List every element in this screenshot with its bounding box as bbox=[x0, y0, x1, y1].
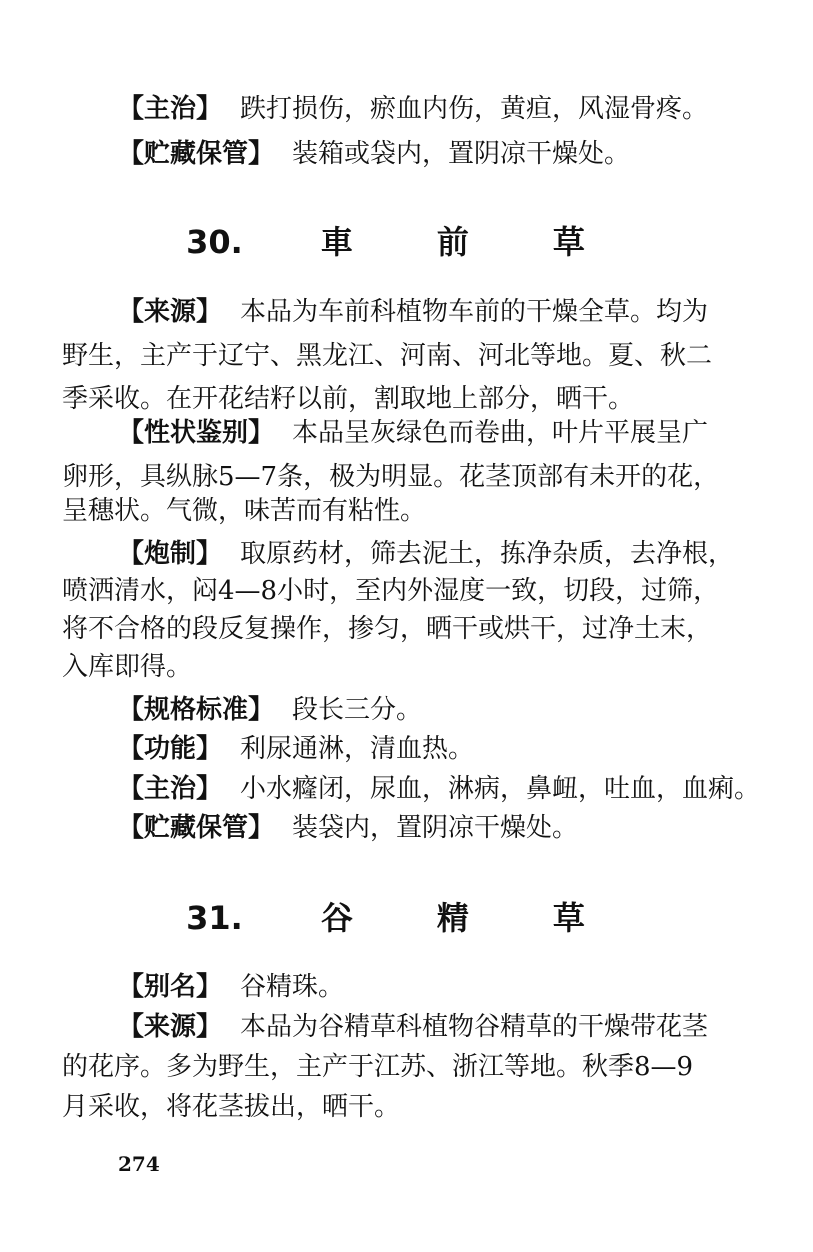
s30-number: 30. bbox=[186, 223, 243, 261]
s30-source-label: 【来源】 bbox=[118, 297, 223, 327]
s31-source-line-1 bbox=[118, 1010, 742, 1044]
s30-function bbox=[118, 732, 742, 766]
s31-alias bbox=[118, 970, 742, 1004]
s30-appearance-line-2: 卵形，具纵脉5—7条，极为明显。花茎顶部有未开的花， bbox=[62, 462, 720, 492]
s30-title bbox=[0, 222, 813, 262]
s31-source-label: 【来源】 bbox=[118, 1012, 223, 1042]
s29-storage-label: 【贮藏保管】 bbox=[118, 139, 275, 169]
s30-storage-text: 装袋内，置阴凉干燥处。 bbox=[292, 813, 579, 843]
s30-appearance-line-1 bbox=[118, 416, 742, 450]
s31-source-line-3: 月采收，将花茎拔出，晒干。 bbox=[62, 1092, 401, 1122]
s29-treatment-text: 跌打损伤，瘀血内伤，黄疸，风湿骨疼。 bbox=[240, 94, 709, 124]
s30-treatment bbox=[118, 772, 761, 806]
s30-treatment-text: 小水癃闭，尿血，淋病，鼻衄，吐血，血痢。 bbox=[240, 774, 761, 804]
s30-source-line-2: 野生，主产于辽宁、黑龙江、河南、河北等地。夏、秋二 bbox=[62, 341, 713, 371]
s30-appearance-text-1: 本品呈灰绿色而卷曲，叶片平展呈广 bbox=[292, 418, 709, 448]
s30-processing-line-1 bbox=[118, 537, 742, 571]
s30-char-3: 草 bbox=[552, 223, 585, 261]
s30-processing-label: 【炮制】 bbox=[118, 539, 223, 569]
s30-appearance-label: 【性状鉴别】 bbox=[118, 418, 275, 448]
s30-spec-text: 段长三分。 bbox=[292, 695, 423, 725]
s29-treatment bbox=[118, 92, 742, 126]
s30-source-line-3: 季采收。在开花结籽以前，割取地上部分，晒干。 bbox=[62, 384, 635, 414]
s30-treatment-label: 【主治】 bbox=[118, 774, 223, 804]
s30-processing-line-2: 喷洒清水，闷4—8小时，至内外湿度一致，切段，过筛， bbox=[62, 576, 720, 606]
s30-function-text: 利尿通淋，清血热。 bbox=[240, 734, 475, 764]
s30-storage bbox=[118, 811, 742, 845]
s30-processing-line-4: 入库即得。 bbox=[62, 652, 193, 682]
s31-char-1: 谷 bbox=[320, 899, 353, 937]
page-number: 274 bbox=[118, 1152, 160, 1176]
s31-source-line-2: 的花序。多为野生，主产于江苏、浙江等地。秋季8—9 bbox=[62, 1052, 694, 1082]
s30-storage-label: 【贮藏保管】 bbox=[118, 813, 275, 843]
s30-appearance-line-3: 呈穗状。气微，味苦而有粘性。 bbox=[62, 496, 427, 526]
s30-spec-label: 【规格标准】 bbox=[118, 695, 275, 725]
s29-storage-text: 装箱或袋内，置阴凉干燥处。 bbox=[292, 139, 631, 169]
s31-char-3: 草 bbox=[552, 899, 585, 937]
s31-title bbox=[0, 898, 813, 938]
s30-spec bbox=[118, 693, 742, 727]
s31-alias-label: 【别名】 bbox=[118, 972, 223, 1002]
s30-processing-text-1: 取原药材，筛去泥土，拣净杂质，去净根， bbox=[240, 539, 735, 569]
s30-char-1: 車 bbox=[320, 223, 353, 261]
s30-function-label: 【功能】 bbox=[118, 734, 223, 764]
s31-char-2: 精 bbox=[436, 899, 469, 937]
s30-char-2: 前 bbox=[436, 223, 469, 261]
s31-alias-text: 谷精珠。 bbox=[240, 972, 345, 1002]
s30-source-line-1 bbox=[118, 295, 742, 329]
s29-storage bbox=[118, 137, 742, 171]
s29-treatment-label: 【主治】 bbox=[118, 94, 223, 124]
s31-number: 31. bbox=[186, 899, 243, 937]
s30-source-text-1: 本品为车前科植物车前的干燥全草。均为 bbox=[240, 297, 709, 327]
s31-source-text-1: 本品为谷精草科植物谷精草的干燥带花茎 bbox=[240, 1012, 709, 1042]
s30-processing-line-3: 将不合格的段反复操作，掺匀，晒干或烘干，过净土末， bbox=[62, 614, 713, 644]
